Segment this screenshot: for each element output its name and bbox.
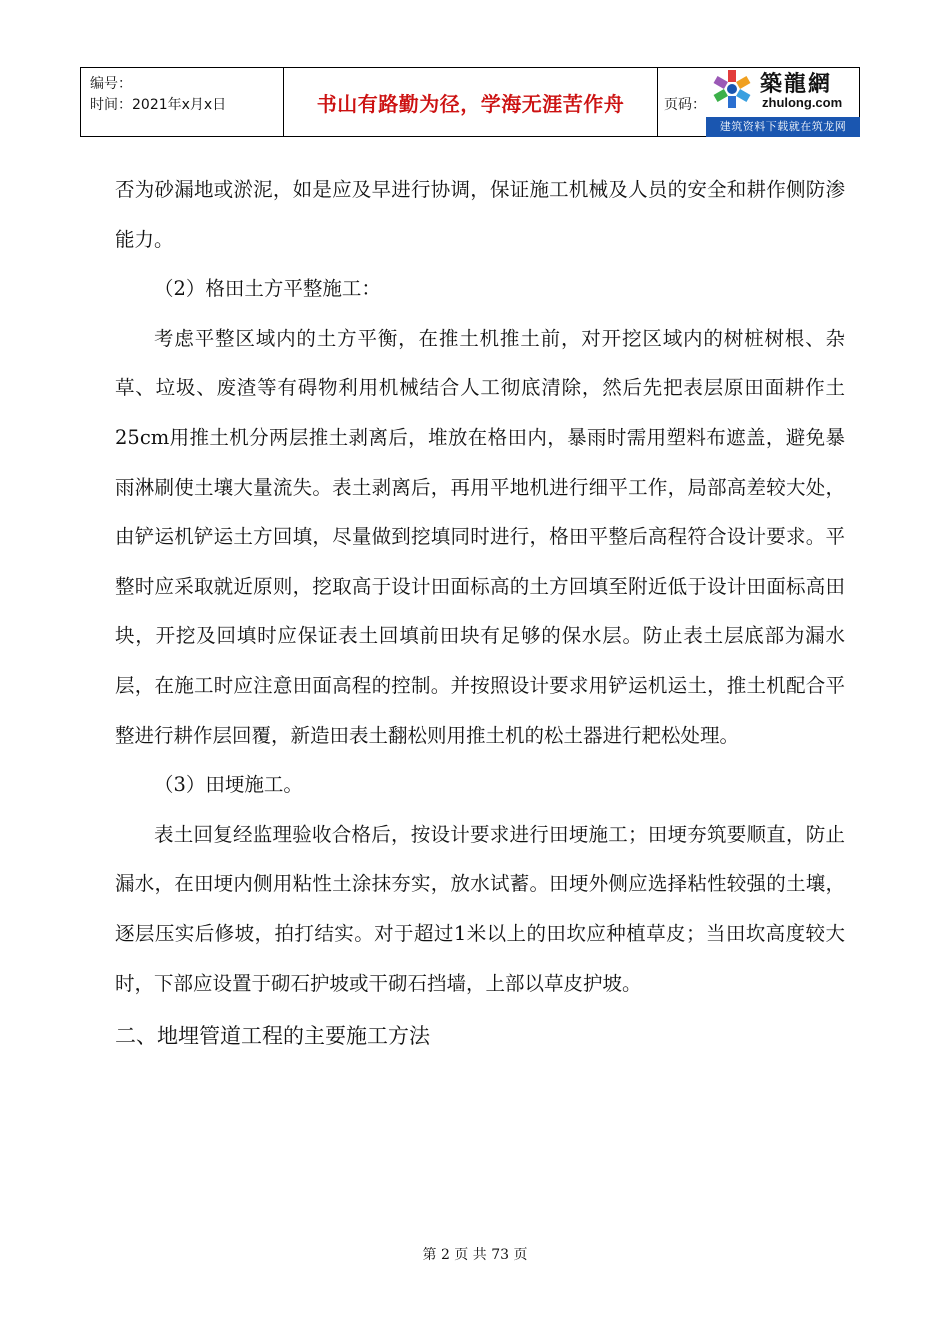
header-meta-cell [81, 68, 284, 136]
snowflake-logo-icon [710, 67, 754, 111]
logo-slogan: 建筑资料下载就在筑龙网 [706, 117, 860, 137]
page-cell [658, 68, 859, 136]
document-header [80, 67, 860, 137]
subsection-title: （2）格田土方平整施工： [154, 277, 381, 301]
number-label: 编号： [90, 76, 132, 92]
document-body [115, 165, 845, 1062]
section-heading: 二、地埋管道工程的主要施工方法 [115, 1024, 430, 1049]
paragraph: 考虑平整区域内的土方平衡，在推土机推土前，对开挖区域内的树桩树根、杂草、垃圾、废渣等有碍物利用机械结合人工彻底清除，然后先把表层原田面耕作土25cm用推土机分两层推土剥离后，堆放在格田内，暴雨时需用塑料布遮盖，避免暴雨淋刷使土壤大量流失。表土剥离后，再用平地机进行细平工作，局部高差较大处，由铲运机铲运土方回填，尽量做到挖填同时进行，格田平整后高程符合设计要求。平整时应采取就近原则，挖取高于设计田面标高的土方回填至附近低于设计田面标高田块，开挖及回填时应保证表土回填前田块有足够的保水层。防止表土层底部为漏水层，在施工时应注意田面高程的控制。并按照设计要求用铲运机运土，推土机配合平整进行耕作层回覆，新造田表土翻松则用推土机的松土器进行耙松处理。 [115, 326, 845, 747]
logo-name-cn: 築龍網 [760, 72, 833, 97]
logo-domain: zhulong.com [762, 95, 843, 110]
paragraph: 表土回复经监理验收合格后，按设计要求进行田埂施工；田埂夯筑要顺直，防止漏水，在田埂内侧用粘性土涂抹夯实，放水试蓄。田埂外侧应选择粘性较强的土壤，逐层压实后修坡，拍打结实。对于超过1米以上的田坎应种植草皮；当田坎高度较大时，下部应设置于砌石护坡或干砌石挡墙，上部以草皮护坡。 [115, 822, 845, 995]
motto-cell [284, 68, 658, 136]
motto-text: 书山有路勤为径，学海无涯苦作舟 [316, 91, 625, 116]
zhulong-logo [706, 65, 860, 140]
subsection-title: （3）田埂施工。 [154, 773, 303, 797]
page-footer: 第 2 页 共 73 页 [422, 1247, 528, 1263]
time-label: 时间：2021年x月x日 [90, 97, 227, 113]
paragraph: 否为砂漏地或淤泥，如是应及早进行协调，保证施工机械及人员的安全和耕作侧防渗能力。 [115, 178, 845, 251]
page-number-label: 页码： [664, 97, 706, 113]
